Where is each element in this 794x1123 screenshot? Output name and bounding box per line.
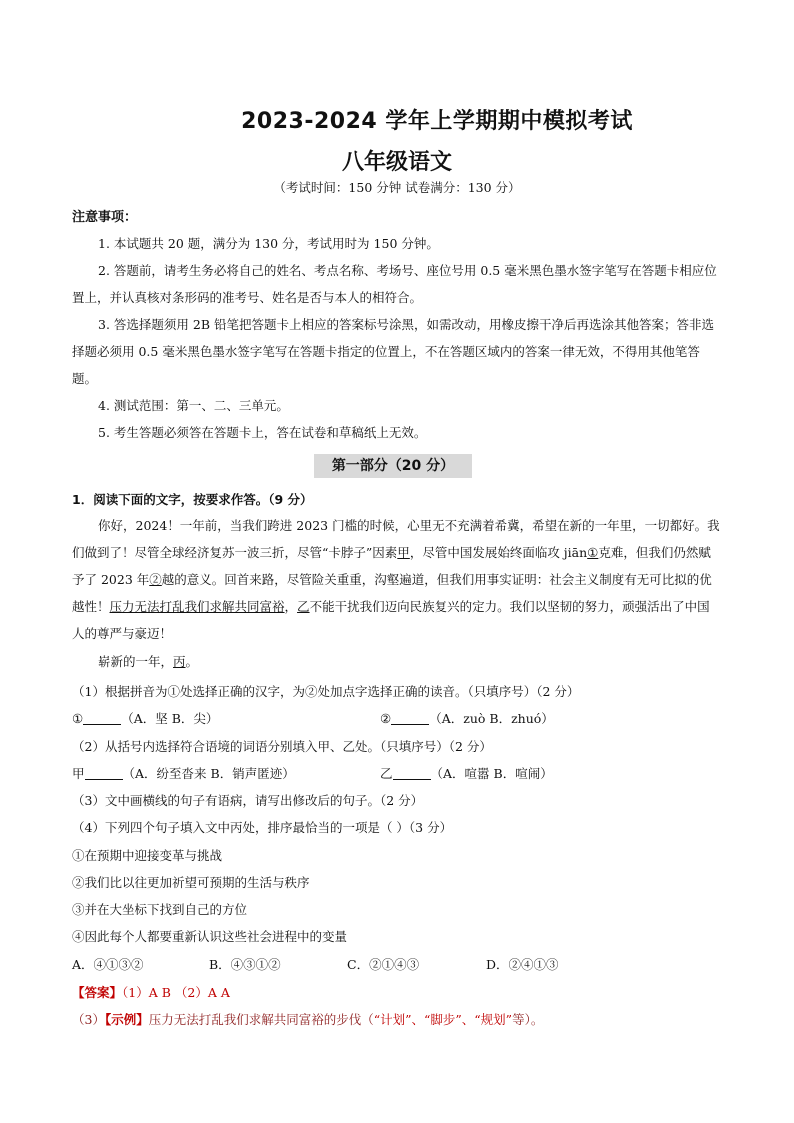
blank-circle-1: ① [587, 545, 599, 560]
blank-jia: 甲 [397, 545, 410, 560]
option-text: （A．喧嚣 B．喧闹） [430, 766, 553, 781]
sentence-4: ④因此每个人都要重新认识这些社会进程中的变量 [72, 929, 348, 944]
option-label: 甲 [72, 766, 85, 781]
question-1-passage [72, 512, 722, 647]
sub-question-4: （4）下列四个句子填入文中丙处，排序最恰当的一项是（ ）（3 分） [72, 820, 453, 835]
option-text: （A．坚 B．尖） [121, 711, 219, 726]
choice-a: A．④①③② [72, 957, 144, 972]
option-label: 乙 [380, 766, 393, 781]
answer-prefix: （3） [72, 1012, 105, 1027]
question-1-passage-2 [72, 648, 722, 675]
example-label: 【示例】 [104, 1012, 149, 1027]
choice-c: C．②①④③ [347, 957, 420, 972]
choice-b: B．④③①② [209, 957, 281, 972]
exam-subject: 八年级语文 [341, 150, 452, 175]
notice-item-5: 5. 考生答题必须答在答题卡上，答在试卷和草稿纸上无效。 [98, 425, 427, 440]
passage-text: ，尽管中国发展始终面临攻 jiān [409, 545, 588, 560]
sub-question-1-options-2 [380, 709, 554, 727]
blank-yi: 乙 [297, 599, 310, 614]
sentence-1: ①在预期中迎接变革与挑战 [72, 848, 223, 863]
question-1-prompt: 1．阅读下面的文字，按要求作答。（9 分） [72, 492, 313, 507]
passage-text: 崭新的一年， [98, 654, 174, 669]
answer-line-2 [72, 1010, 543, 1028]
exam-title: 2023-2024 学年上学期期中模拟考试 [241, 109, 633, 134]
passage-text: 克难，但我们仍然赋予了 2023 年 [72, 545, 711, 587]
answer-example-tail: 等）。 [512, 1012, 544, 1027]
answer-text: （1）A B （2）A A [122, 985, 230, 1000]
notice-item-2: 2. 答题前，请考生务必将自己的姓名、考点名称、考场号、座位号用 0.5 毫米黑色墨水签字笔写在答题卡相应位置上，并认真核对条形码的准考号、姓名是否与本人的相符合。 [72, 263, 717, 305]
sub-question-2-options-2 [380, 764, 553, 782]
answer-label: 【答案】 [72, 985, 123, 1000]
sentence-2: ②我们比以往更加祈望可预期的生活与秩序 [72, 875, 310, 890]
option-text: （A．纷至沓来 B．销声匿迹） [122, 766, 295, 781]
answer-blank [85, 766, 123, 780]
underlined-sentence: 压力无法打乱我们求解共同富裕 [109, 599, 285, 614]
passage-text: 不能干扰我们迈向民族复兴的定力。我们以坚韧的努力，顽强活出了中国人的尊严与豪迈！ [72, 599, 710, 641]
blank-circle-2: ② [149, 572, 162, 587]
notice-item-4: 4. 测试范围：第一、二、三单元。 [98, 398, 289, 413]
answer-blank [83, 711, 121, 725]
sub-question-1-options [72, 709, 218, 727]
answer-example-text: 压力无法打乱我们求解共同富裕的步伐（ [148, 1012, 374, 1027]
answer-line-1 [72, 983, 230, 1001]
passage-text: ， [284, 599, 298, 614]
sub-question-2: （2）从括号内选择符合语境的词语分别填入甲、乙处。（只填序号）（2 分） [72, 739, 492, 754]
blank-bing: 丙 [173, 654, 186, 669]
sub-question-2-options [72, 764, 295, 782]
option-label: ② [380, 711, 392, 726]
sentence-3: ③并在大坐标下找到自己的方位 [72, 902, 248, 917]
notice-item-1: 1. 本试题共 20 题，满分为 130 分，考试用时为 150 分钟。 [98, 236, 439, 251]
choice-d: D．②④①③ [486, 957, 559, 972]
sub-question-3: （3）文中画横线的句子有语病，请写出修改后的句子。（2 分） [72, 793, 424, 808]
notice-item-3: 3. 答选择题须用 2B 铅笔把答题卡上相应的答案标号涂黑，如需改动，用橡皮擦干净后再选涂其他答案；答非选择题必须用 0.5 毫米黑色墨水签字笔写在答题卡指定的位置上，不在答题区域内的答案一律无效，不得用其他笔答题。 [72, 317, 714, 386]
passage-text: 你好，2024！一年前，当我们跨进 2023 门槛的时候，心里无不充满着希冀，希望在新的一年里，一切都好。我们做到了！尽管全球经济复苏一波三折，尽管“卡脖子”因素 [72, 518, 720, 560]
answer-example-words: “计划”、“脚步”、“规划” [373, 1012, 513, 1027]
passage-text: 。 [185, 654, 199, 669]
answer-blank [391, 711, 429, 725]
answer-blank [393, 766, 431, 780]
sub-question-1: （1）根据拼音为①处选择正确的汉字，为②处加点字选择正确的读音。（只填序号）（2 分） [72, 684, 580, 699]
passage-text: 越的意义。回首来路，尽管险关重重，沟壑遍道，但我们用事实证明：社会主义制度有无可比拟的优越性！ [72, 572, 712, 614]
section-heading: 第一部分（20 分） [314, 454, 472, 478]
option-text: （A．zuò B．zhuó） [429, 711, 554, 726]
option-label: ① [72, 711, 84, 726]
exam-info: （考试时间：150 分钟 试卷满分：130 分） [273, 180, 521, 195]
notice-heading: 注意事项： [72, 210, 138, 225]
